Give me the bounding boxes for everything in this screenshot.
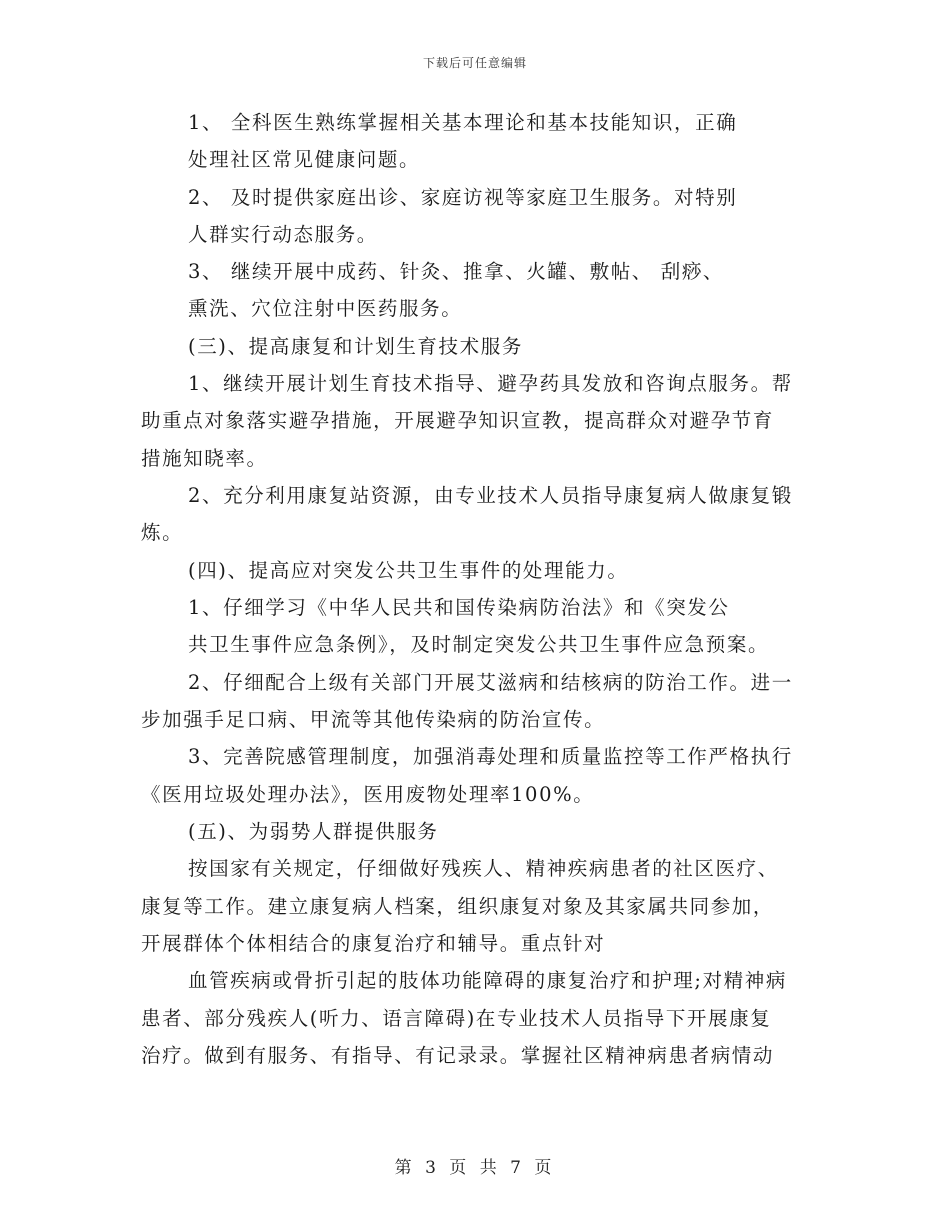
paragraph-line: 2、仔细配合上级有关部门开展艾滋病和结核病的防治工作。进一 — [188, 671, 793, 694]
paragraph-line: 助重点对象落实避孕措施，开展避孕知识宣教，提高群众对避孕节育 — [141, 409, 775, 432]
paragraph-line: 熏洗、穴位注射中医药服务。 — [188, 297, 463, 320]
paragraph-line: 共卫生事件应急条例》，及时制定突发公共卫生事件应急预案。 — [188, 633, 770, 656]
paragraph-line: 步加强手足口病、甲流等其他传染病的防治宣传。 — [141, 708, 606, 731]
paragraph-line: 2、 及时提供家庭出诊、家庭访视等家庭卫生服务。对特别 — [188, 186, 738, 209]
paragraph-line: 3、 继续开展中成药、针灸、推拿、火罐、敷帖、 刮痧、 — [188, 260, 725, 283]
page-number: 第 3 页 共 7 页 — [394, 1158, 556, 1178]
paragraph-line: 炼。 — [141, 521, 184, 544]
paragraph-line: 血管疾病或骨折引起的肢体功能障碍的康复治疗和护理;对精神病 — [188, 969, 787, 992]
paragraph-line: 处理社区常见健康问题。 — [188, 148, 421, 171]
paragraph-line: 1、继续开展计划生育技术指导、避孕药具发放和咨询点服务。帮 — [188, 372, 793, 395]
paragraph-line: 1、仔细学习《中华人民共和国传染病防治法》和《突发公 — [188, 596, 730, 619]
paragraph-line: 措施知晓率。 — [141, 447, 268, 470]
paragraph-line: 按国家有关规定，仔细做好残疾人、精神疾病患者的社区医疗、 — [188, 857, 779, 880]
paragraph-line: 《医用垃圾处理办法》，医用废物处理率100%。 — [141, 783, 595, 806]
page-header: 下载后可任意编辑 — [422, 56, 527, 70]
paragraph-line: 患者、部分残疾人(听力、语言障碍)在专业技术人员指导下开展康复 — [141, 1007, 772, 1030]
paragraph-line: 人群实行动态服务。 — [188, 223, 378, 246]
paragraph-line: 3、完善院感管理制度，加强消毒处理和质量监控等工作严格执行 — [188, 745, 793, 768]
section-heading: (四)、提高应对突发公共卫生事件的处理能力。 — [188, 559, 629, 582]
section-heading: (五)、为弱势人群提供服务 — [188, 820, 439, 843]
paragraph-line: 开展群体个体相结合的康复治疗和辅导。重点针对 — [141, 932, 606, 955]
paragraph-line: 2、充分利用康复站资源，由专业技术人员指导康复病人做康复锻 — [188, 484, 793, 507]
section-heading: (三)、提高康复和计划生育技术服务 — [188, 335, 523, 358]
paragraph-line: 治疗。做到有服务、有指导、有记录录。掌握社区精神病患者病情动 — [141, 1044, 775, 1067]
paragraph-line: 1、 全科医生熟练掌握相关基本理论和基本技能知识，正确 — [188, 111, 738, 134]
paragraph-line: 康复等工作。建立康复病人档案，组织康复对象及其家属共同参加， — [141, 895, 775, 918]
